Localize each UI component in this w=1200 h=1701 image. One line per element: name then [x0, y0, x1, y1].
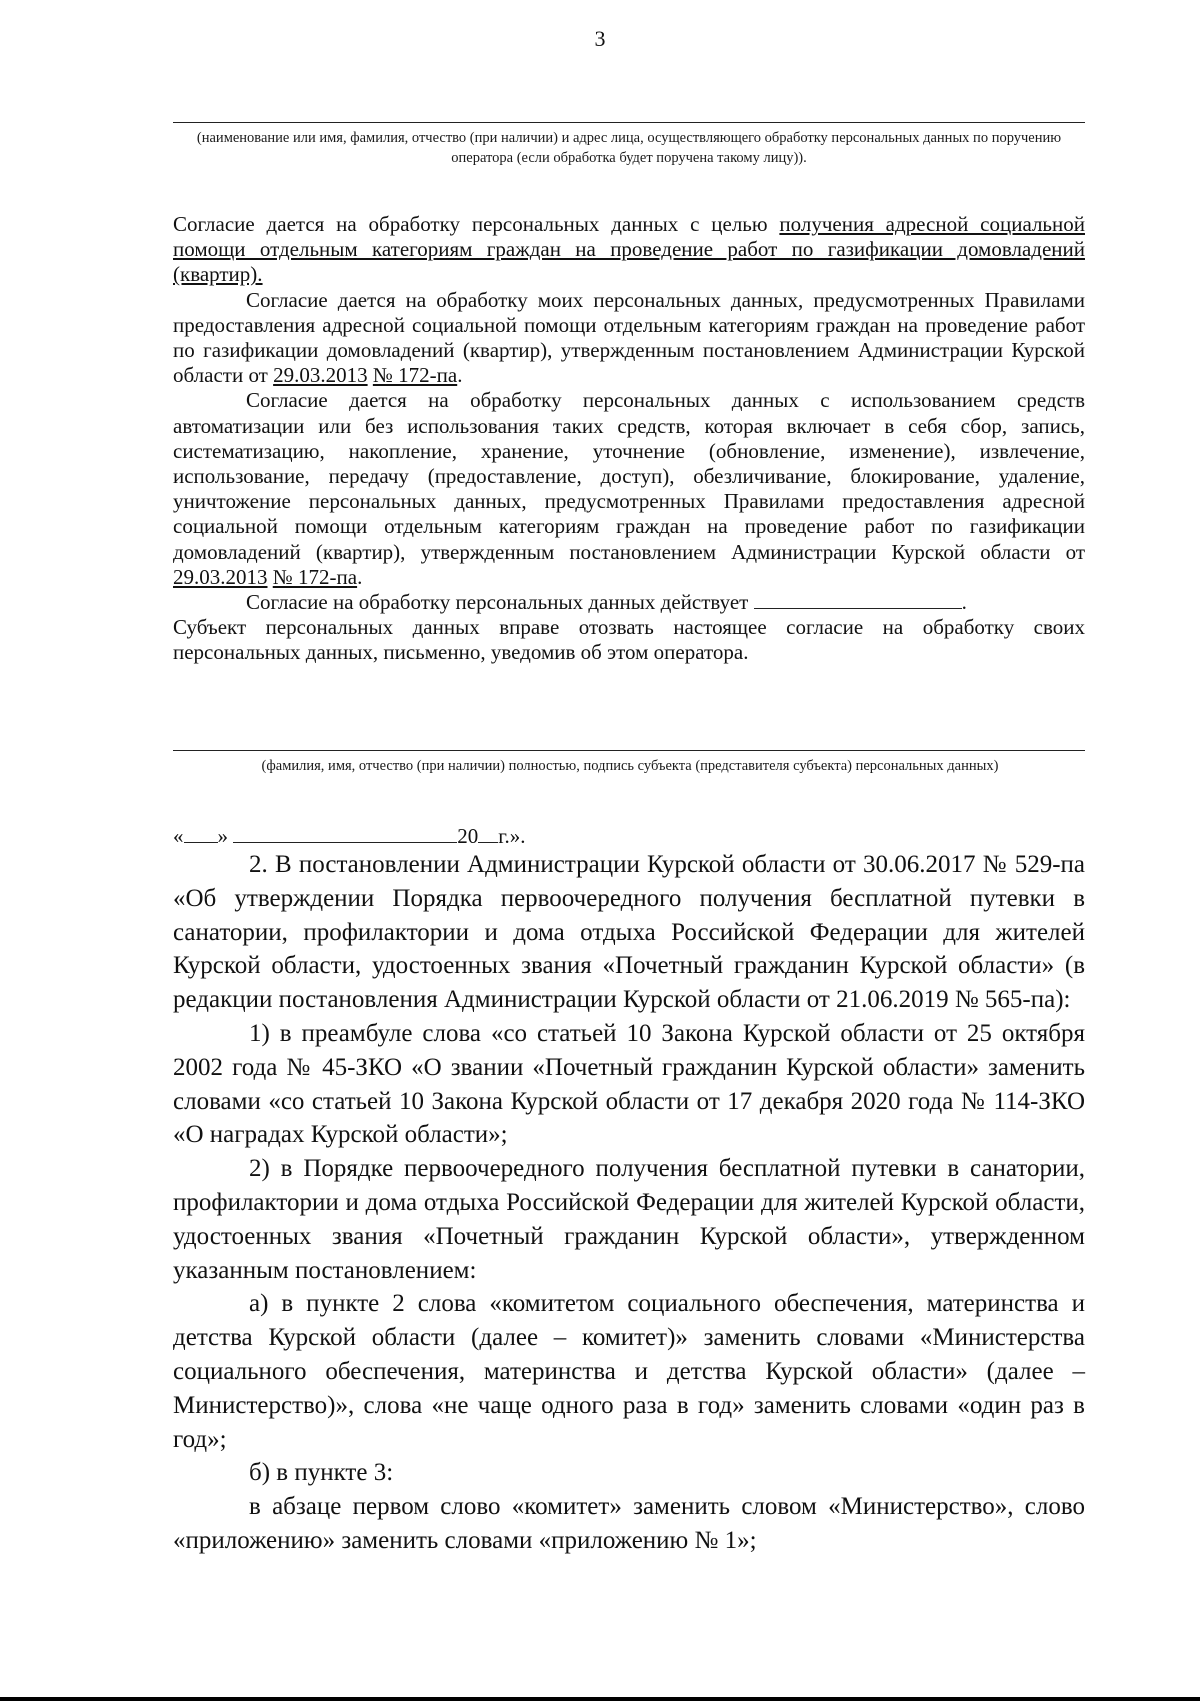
subject-caption: (фамилия, имя, отчество (при наличии) полностью, подпись субъекта (представителя субъекта) персональных данных): [261, 758, 999, 774]
amendment-item: 1) в преамбуле слова «со статьей 10 Закона Курской области от 25 октября 2002 года № 45-ЗКО «О звании «Почетный гражданин Курской области» заменить словами «со статьей 10 Закона Курской области от 17 декабря 2020 года № 114-ЗКО «О наградах Курской области»;: [173, 1019, 1085, 1149]
page-number: 3: [594, 26, 606, 51]
consent-block: [173, 212, 1085, 666]
amendment-item: 2. В постановлении Администрации Курской области от 30.06.2017 № 529-па «Об утверждении Порядка первоочередного получения бесплатной путевки в санатории, профилактории и дома отдыха Российской Федерации для жителей Курской области, удостоенных звания «Почетный гражданин Курской области» (в редакции постановления Администрации Курской области от 21.06.2019 № 565-па):: [173, 851, 1085, 1014]
consent-purpose: Согласие дается на обработку персональных данных с целью получения адресной социальной помощи отдельным категориям граждан на проведение работ по газификации домовладений (квартир).: [173, 212, 1085, 287]
validity-blank: [754, 590, 962, 609]
amendment-item: а) в пункте 2 слова «комитетом социального обеспечения, материнства и детства Курской области (далее – комитет)» заменить словами «Министерства социального обеспечения, материнства и детства Курской области» (далее – Министерство)», слова «не чаще одного раза в год» заменить словами «один раз в год»;: [173, 1290, 1085, 1453]
subject-signature-line: [173, 750, 1085, 751]
consent-paragraph-2: Согласие дается на обработку моих персональных данных, предусмотренных Правилами предоставления адресной социальной помощи отдельным категориям граждан на проведение работ по газификации домовладений (квартир), утвержденным постановлением Администрации Курской области от 29.03.2013 № 172-па.: [173, 287, 1085, 388]
consent-paragraph-3: Согласие дается на обработку персональных данных с использованием средств автоматизации или без использования таких средств, которая включает в себя сбор, запись, систематизацию, накопление, хранение, уточнение (обновление, изменение), извлечение, использование, передачу (предоставление, доступ), обезличивание, блокирование, удаление, уничтожение персональных данных, предусмотренных Правилами предоставления адресной социальной помощи отдельным категориям граждан на проведение работ по газификации домовладений (квартир), утвержденным постановлением Администрации Курской области от 29.03.2013 № 172-па.: [173, 388, 1085, 589]
consent-paragraph-4: Согласие на обработку персональных данных действует .: [246, 590, 967, 615]
consent-paragraph-5: Субъект персональных данных вправе отозвать настоящее согласие на обработку своих персональных данных, письменно, уведомив об этом оператора.: [173, 615, 1085, 665]
amendments-block: [173, 848, 1085, 1558]
amendment-item: б) в пункте 3:: [249, 1459, 394, 1487]
operator-signature-line: [173, 122, 1085, 123]
amendment-item: в абзаце первом слово «комитет» заменить словом «Министерство», слово «приложению» заменить словами «приложению № 1»;: [173, 1493, 1085, 1554]
operator-caption: (наименование или имя, фамилия, отчество (при наличии) и адрес лица, осуществляющего обработку персональных данных по поручению оператора (если обработка будет поручена такому лицу)).: [196, 130, 1062, 166]
consent-purpose-underlined: получения адресной социальной помощи отдельным категориям граждан на проведение работ по газификации домовладений (квартир).: [173, 212, 1085, 287]
amendment-item: 2) в Порядке первоочередного получения бесплатной путевки в санатории, профилактории и дома отдыха Российской Федерации для жителей Курской области, удостоенных звания «Почетный гражданин Курской области», утвержденном указанным постановлением:: [173, 1155, 1085, 1284]
date-line: « » 20 г.».: [173, 824, 526, 848]
scan-bottom-edge: [0, 1697, 1200, 1701]
